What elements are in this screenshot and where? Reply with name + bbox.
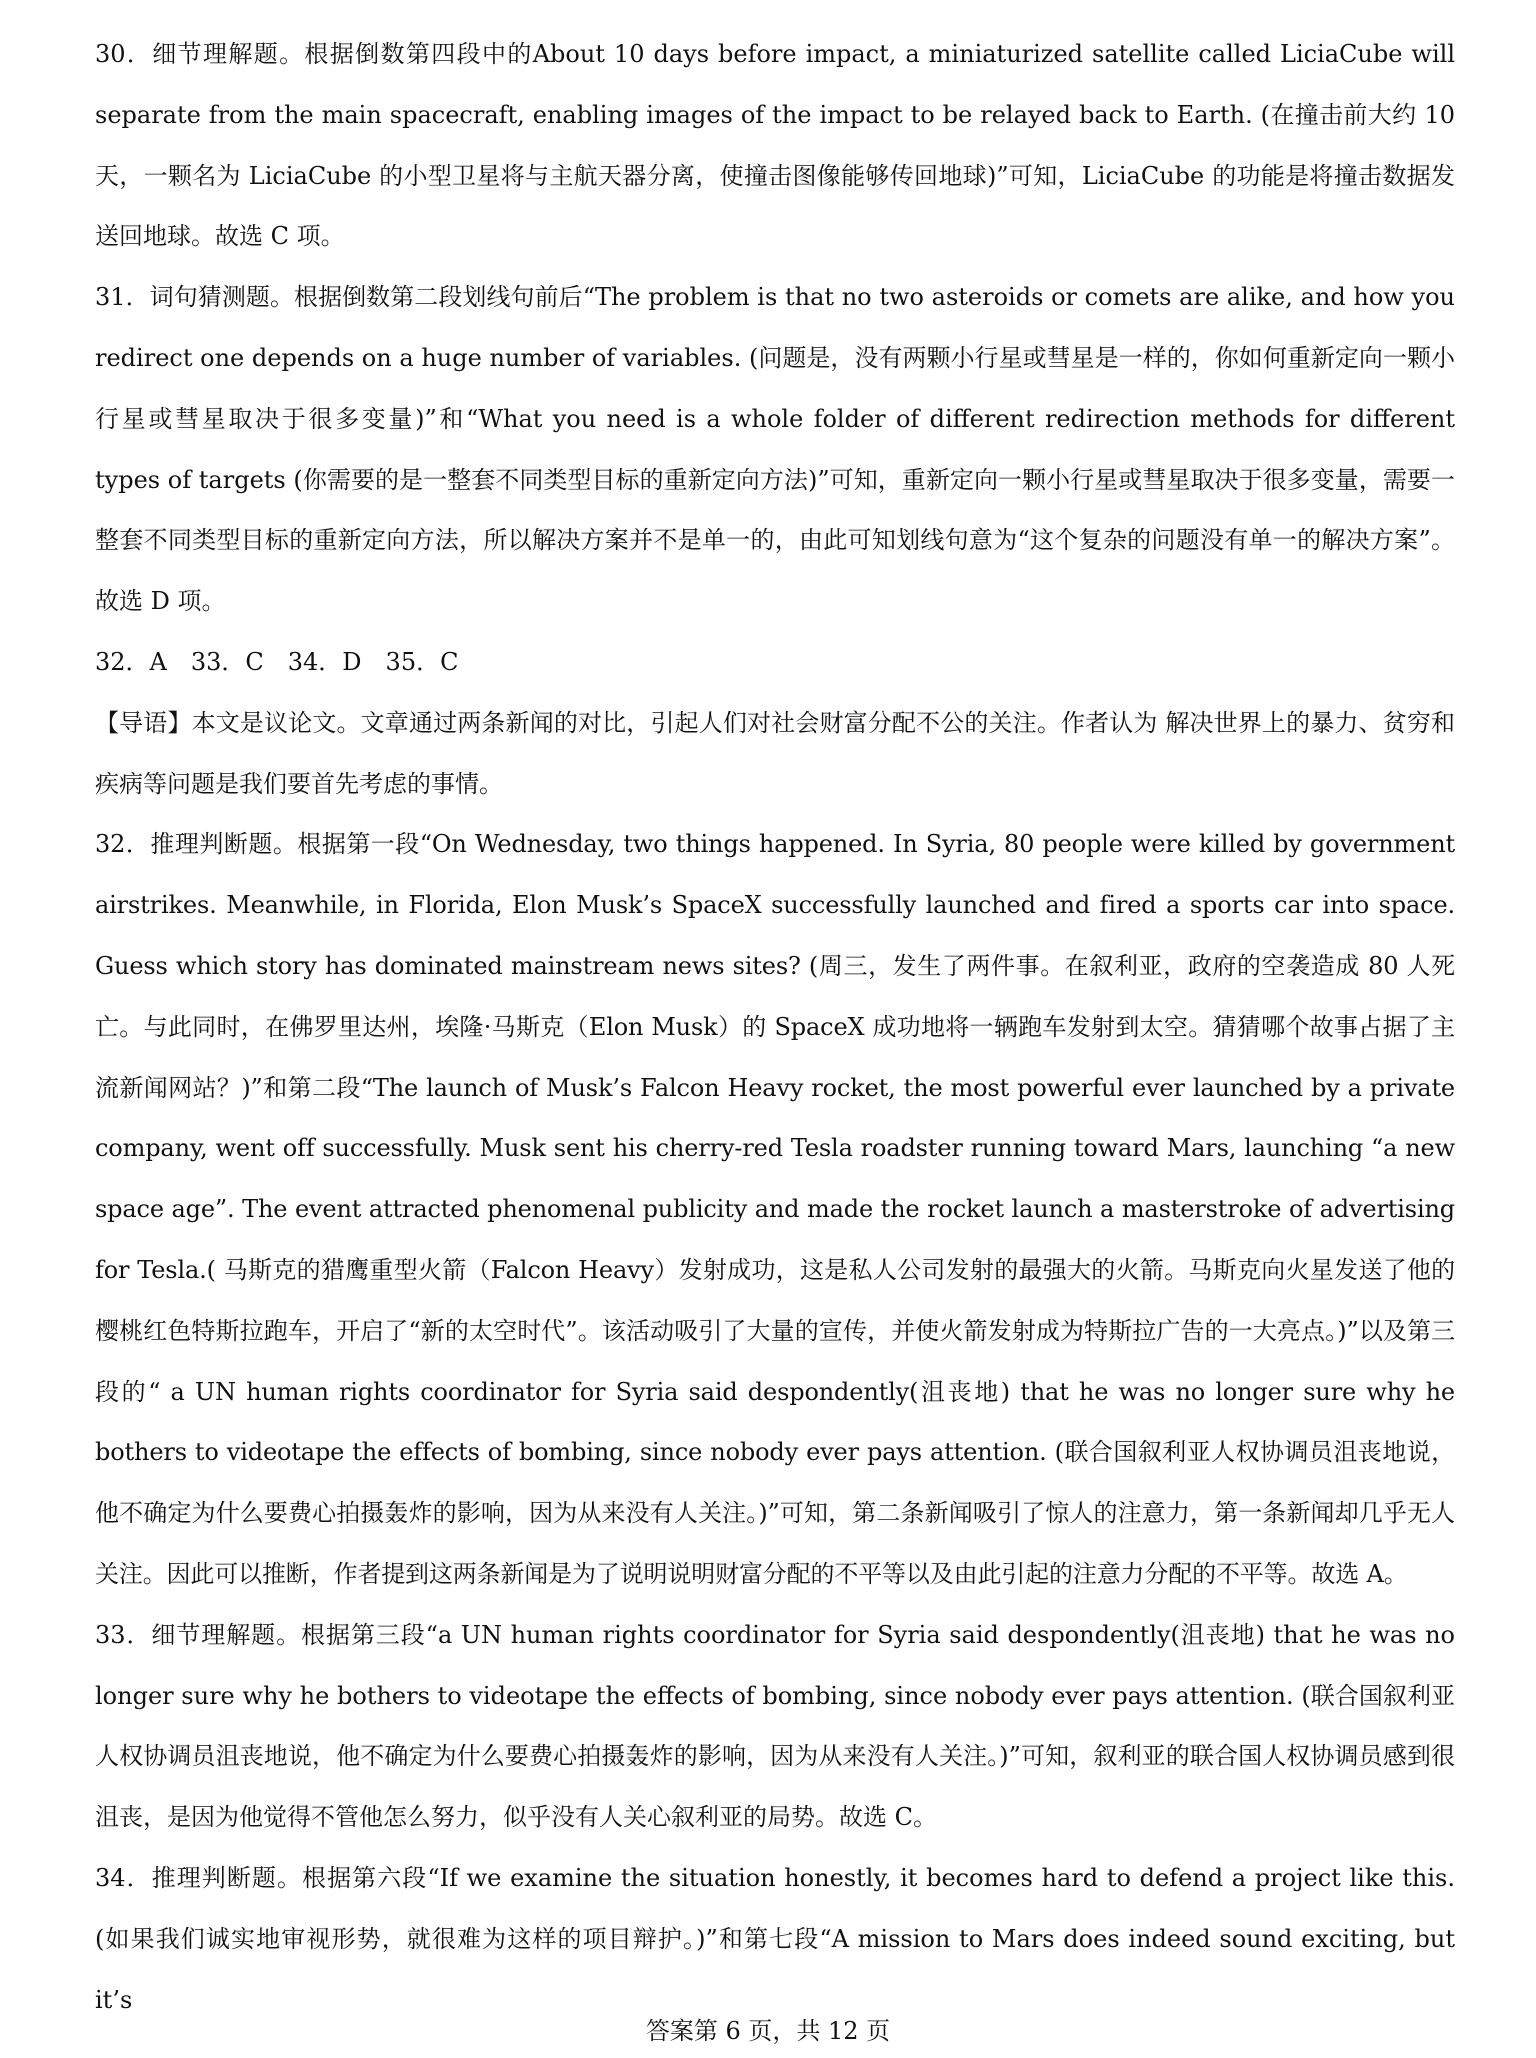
answer-34: 34．推理判断题。根据第六段“If we examine the situation honestly, it becomes hard to defend a project like this.(如果我们诚实地审视形势，就很难为这样的项目辩护。)”和第七段“A mission to Mars does indeed sound exciting, but it’s (95, 1863, 1455, 2014)
answer-content (95, 24, 1455, 2030)
answer-31: 31．词句猜测题。根据倒数第二段划线句前后“The problem is that no two asteroids or comets are alike, and how you redirect one depends on a huge number of variables. (问题是，没有两颗小行星或彗星是一样的，你如何重新定向一颗小行星或彗星取决于很多变量)”和“What you need is a whole folder of different redirection methods for different types of targets (你需要的是一整套不同类型目标的重新定向方法)”可知，重新定向一颗小行星或彗星取决于很多变量，需要一整套不同类型目标的重新定向方法，所以解决方案并不是单一的，由此可知划线句意为“这个复杂的问题没有单一的解决方案”。故选 D 项。 (95, 283, 1455, 616)
page-footer: 答案第 6 页，共 12 页 (645, 2017, 891, 2045)
answer-key-32-35: 32．A 33．C 34．D 35．C (95, 647, 459, 676)
answer-33: 33．细节理解题。根据第三段“a UN human rights coordinator for Syria said despondently(沮丧地) that he was no longer sure why he bothers to videotape the effects of bombing, since nobody ever pays attention. (联合国叙利亚人权协调员沮丧地说，他不确定为什么要费心拍摄轰炸的影响，因为从来没有人关注。)”可知，叙利亚的联合国人权协调员感到很沮丧，是因为他觉得不管他怎么努力，似乎没有人关心叙利亚的局势。故选 C。 (95, 1620, 1455, 1832)
answer-30: 30．细节理解题。根据倒数第四段中的About 10 days before impact, a miniaturized satellite called LiciaCube will separate from the main spacecraft, enabling images of the impact to be relayed back to Earth. (在撞击前大约 10 天，一颗名为 LiciaCube 的小型卫星将与主航天器分离，使撞击图像能够传回地球)”可知，LiciaCube 的功能是将撞击数据发送回地球。故选 C 项。 (95, 40, 1455, 251)
answer-32: 32．推理判断题。根据第一段“On Wednesday, two things happened. In Syria, 80 people were killed by government airstrikes. Meanwhile, in Florida, Elon Musk’s SpaceX successfully launched and fired a sports car into space. Guess which story has dominated mainstream news sites? (周三，发生了两件事。在叙利亚，政府的空袭造成 80 人死亡。与此同时，在佛罗里达州，埃隆·马斯克（Elon Musk）的 SpaceX 成功地将一辆跑车发射到太空。猜猜哪个故事占据了主流新闻网站？)”和第二段“The launch of Musk’s Falcon Heavy rocket, the most powerful ever launched by a private company, went off successfully. Musk sent his cherry-red Tesla roadster running toward Mars, launching “a new space age”. The event attracted phenomenal publicity and made the rocket launch a masterstroke of advertising for Tesla.( 马斯克的猎鹰重型火箭（Falcon Heavy）发射成功，这是私人公司发射的最强大的火箭。马斯克向火星发送了他的樱桃红色特斯拉跑车，开启了“新的太空时代”。该活动吸引了大量的宣传，并使火箭发射成为特斯拉广告的一大亮点。)”以及第三段的“ a UN human rights coordinator for Syria said despondently(沮丧地) that he was no longer sure why he bothers to videotape the effects of bombing, since nobody ever pays attention. (联合国叙利亚人权协调员沮丧地说，他不确定为什么要费心拍摄轰炸的影响，因为从来没有人关注。)”可知，第二条新闻吸引了惊人的注意力，第一条新闻却几乎无人关注。因此可以推断，作者提到这两条新闻是为了说明说明财富分配的不平等以及由此引起的注意力分配的不平等。故选 A。 (95, 830, 1455, 1588)
passage-introduction: 【导语】本文是议论文。文章通过两条新闻的对比，引起人们对社会财富分配不公的关注。作者认为 解决世界上的暴力、贫穷和疾病等问题是我们要首先考虑的事情。 (95, 708, 1455, 798)
